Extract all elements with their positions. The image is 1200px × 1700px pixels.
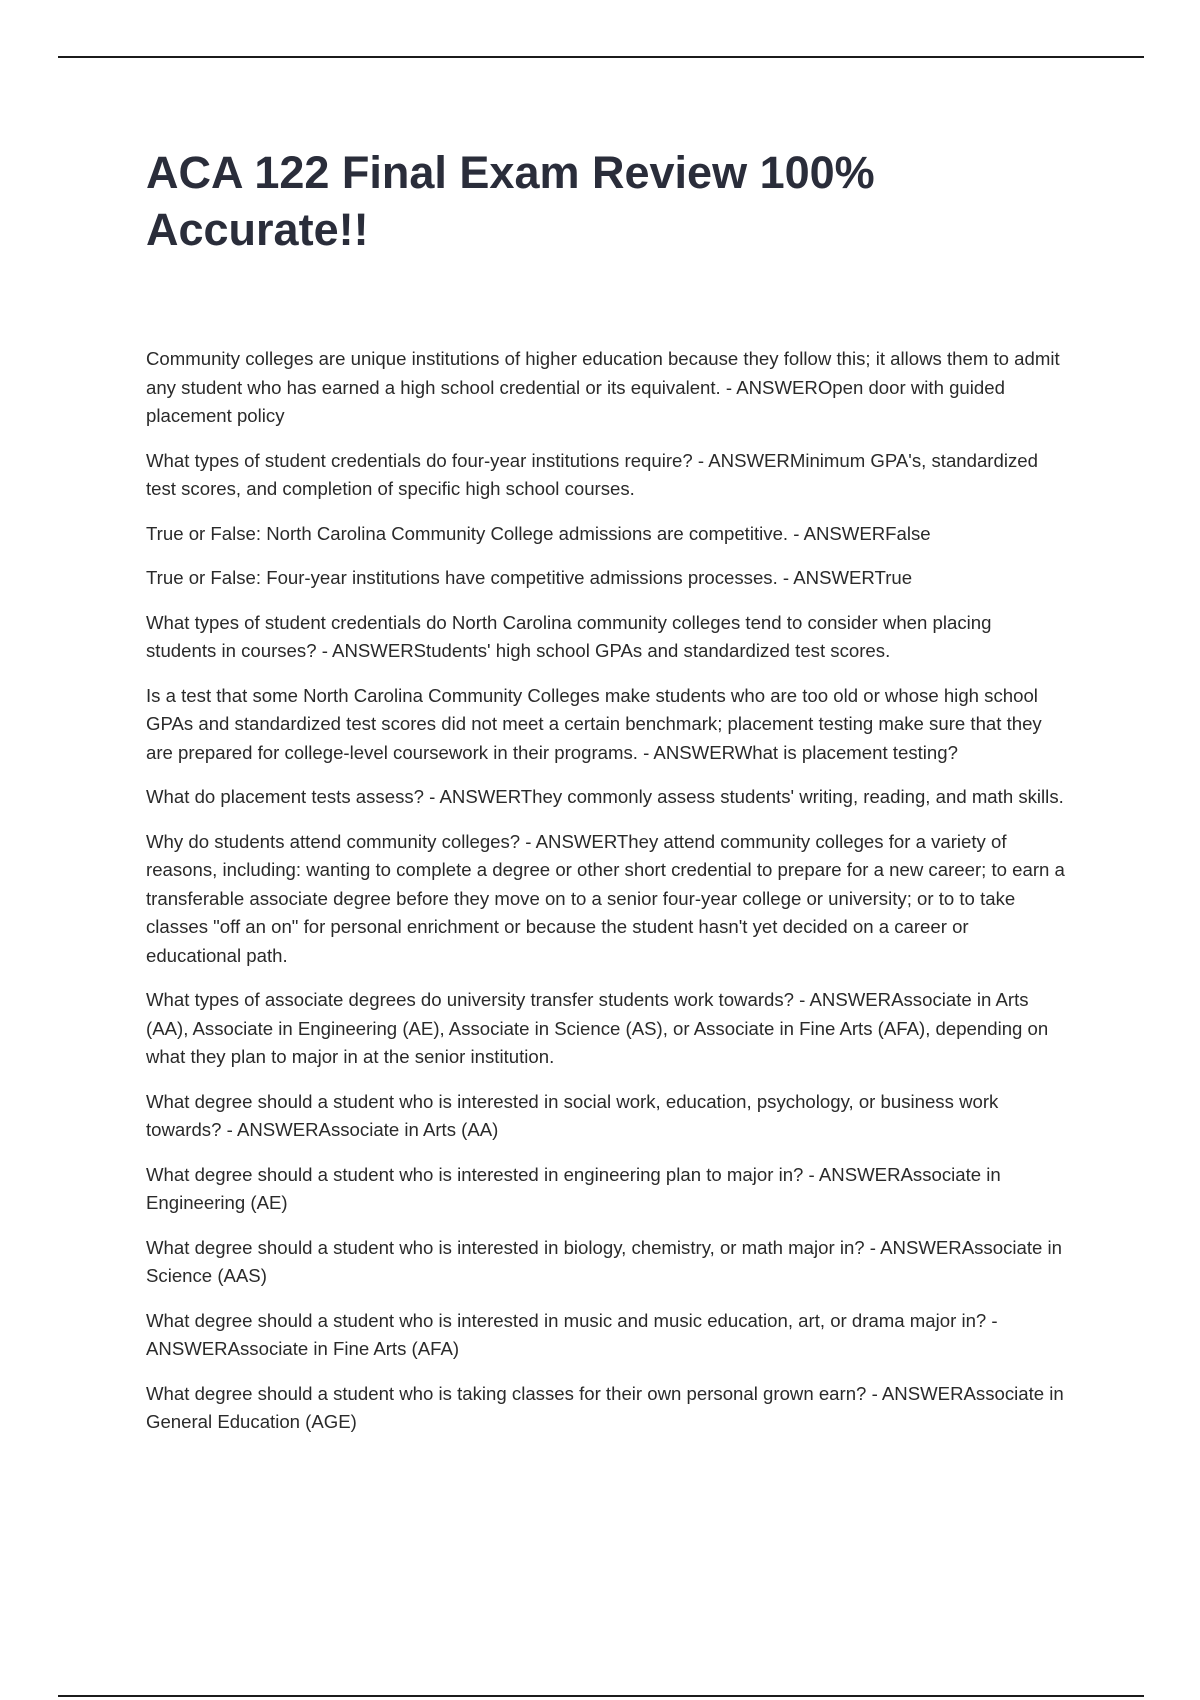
qa-item-11: What degree should a student who is interested in engineering plan to major in? - ANSWERAssociate in Engineering (AE) [146, 1163, 1001, 1213]
qa-item-13: What degree should a student who is interested in music and music education, art, or drama major in? - ANSWERAssociate in Fine Arts (AFA) [146, 1309, 998, 1359]
qa-item-5: What types of student credentials do North Carolina community colleges tend to consider when placing students in courses? - ANSWERStudents' high school GPAs and standardized test scores. [146, 611, 992, 661]
qa-item-6: Is a test that some North Carolina Community Colleges make students who are too old or whose high school GPAs and standardized test scores did not meet a certain benchmark; placement testing make sure that they are prepared for college-level coursework in their programs. - ANSWERWhat is placement testing? [146, 684, 1042, 763]
qa-list [146, 345, 1066, 1453]
qa-item-1: Community colleges are unique institutions of higher education because they follow this; it allows them to admit any student who has earned a high school credential or its equivalent. - ANSWEROpen door with guided placement policy [146, 348, 1060, 426]
qa-item-4: True or False: Four-year institutions have competitive admissions processes. - ANSWERTrue [146, 567, 913, 588]
qa-item-7: What do placement tests assess? - ANSWERThey commonly assess students' writing, reading, and math skills. [146, 786, 1064, 807]
qa-item-3: True or False: North Carolina Community College admissions are competitive. - ANSWERFalse [146, 522, 931, 544]
qa-item-9: What types of associate degrees do university transfer students work towards? - ANSWERAssociate in Arts (AA), Associate in Engineering (AE), Associate in Science (AS), or Associate in Fine Arts (AFA), depending on what they plan to major in at the senior institution. [146, 989, 1049, 1067]
document-title: ACA 122 Final Exam Review 100% Accurate!! [146, 147, 875, 255]
top-rule [58, 56, 1144, 58]
bottom-rule [58, 1695, 1144, 1697]
qa-item-8: Why do students attend community colleges? - ANSWERThey attend community colleges for a variety of reasons, including: wanting to complete a degree or other short credential to prepare for a new career; to earn a transferable associate degree before they move on to a senior four-year college or university; or to to take classes "off an on" for personal enrichment or because the student hasn't yet decided on a career or educational path. [146, 830, 1065, 966]
qa-item-10: What degree should a student who is interested in social work, education, psychology, or business work towards? - ANSWERAssociate in Arts (AA) [146, 1090, 999, 1140]
qa-item-14: What degree should a student who is taking classes for their own personal grown earn? - ANSWERAssociate in General Education (AGE) [146, 1382, 1064, 1432]
qa-item-2: What types of student credentials do four-year institutions require? - ANSWERMinimum GPA's, standardized test scores, and completion of specific high school courses. [146, 449, 1038, 499]
qa-item-12: What degree should a student who is interested in biology, chemistry, or math major in? - ANSWERAssociate in Science (AAS) [146, 1236, 1062, 1286]
